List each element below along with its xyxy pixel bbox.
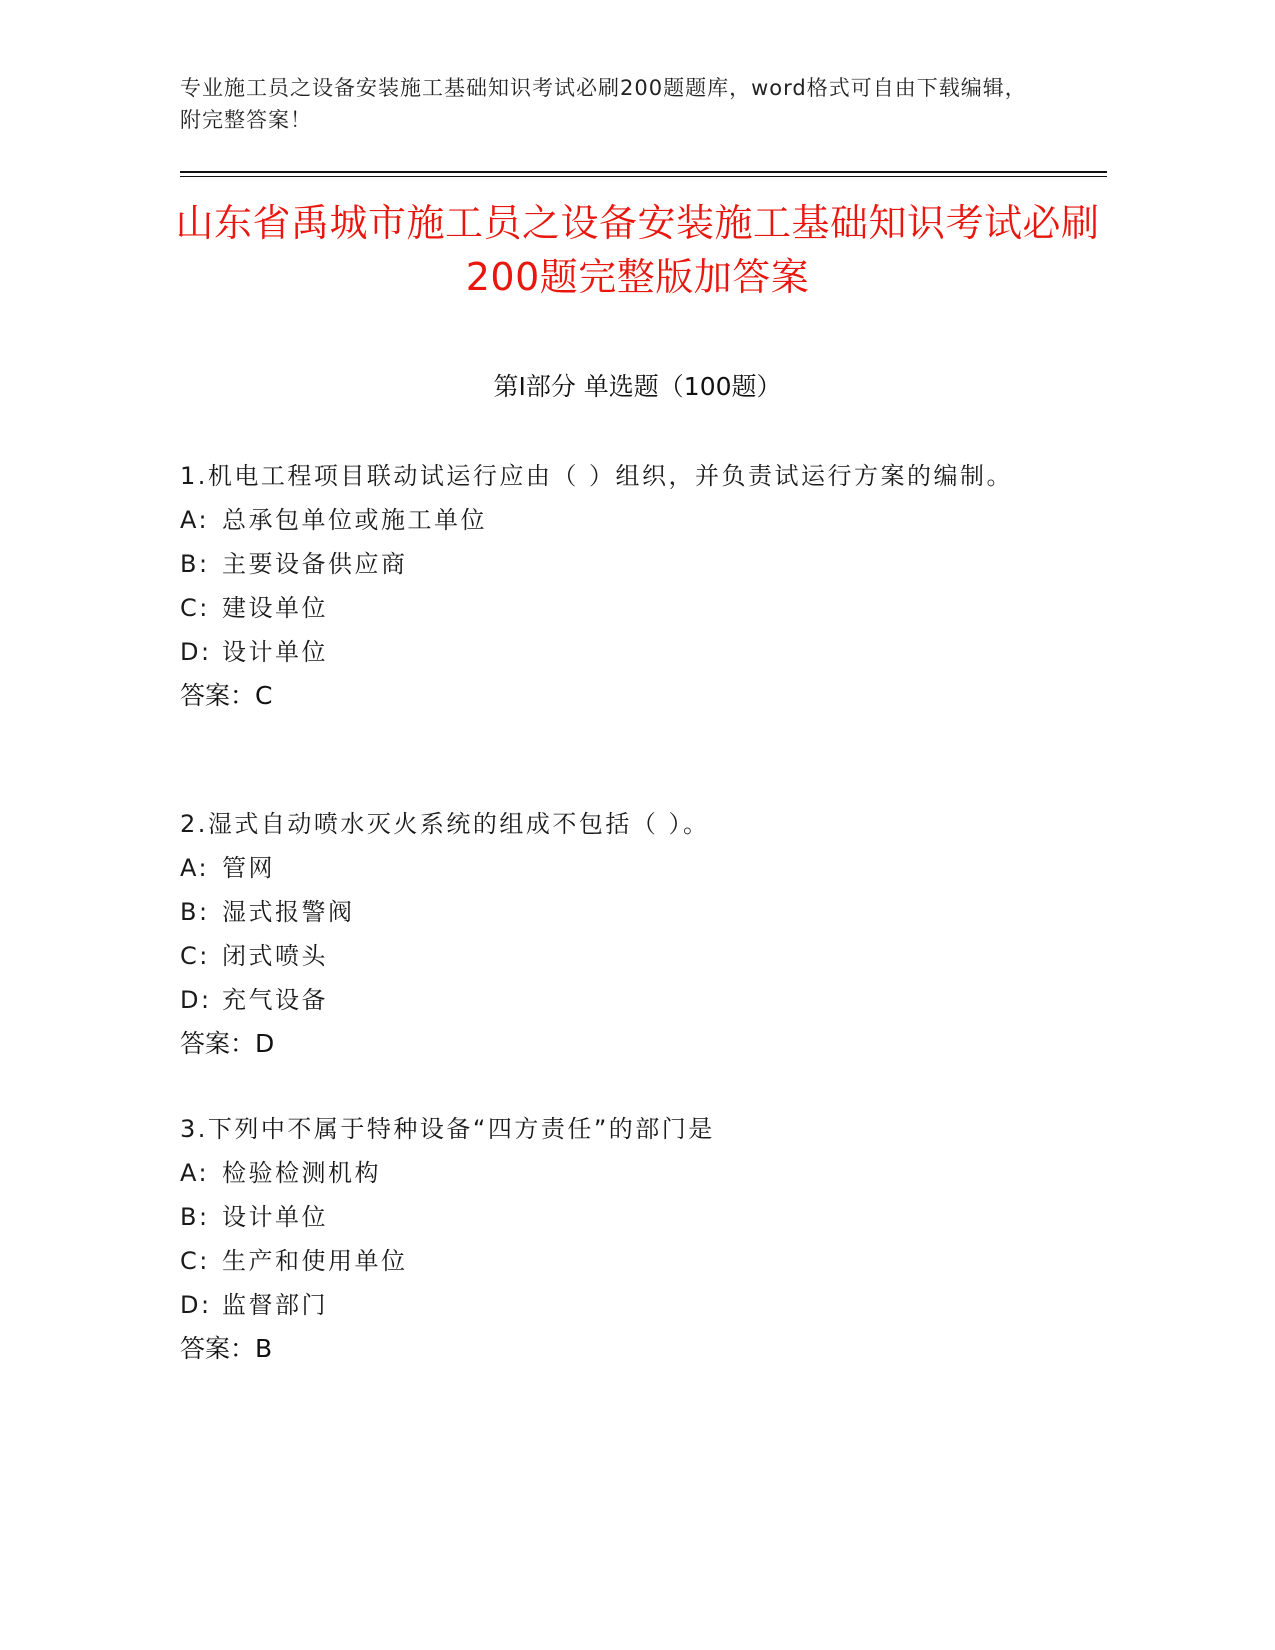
option-key: D:	[180, 638, 212, 666]
section-title: 第Ⅰ部分 单选题（100题）	[493, 372, 782, 401]
option-key: A:	[180, 1159, 210, 1187]
option-a	[180, 846, 1060, 890]
question-block	[180, 1107, 1060, 1371]
question-stem: 2.湿式自动喷水灭火系统的组成不包括（ ）。	[180, 810, 710, 838]
option-a	[180, 1151, 1060, 1195]
option-a	[180, 498, 1060, 542]
answer-line: 答案：C	[180, 681, 273, 710]
option-text: 主要设备供应商	[222, 550, 408, 578]
option-text: 检验检测机构	[222, 1159, 381, 1187]
question-block	[180, 802, 1060, 1066]
option-key: B:	[180, 898, 210, 926]
option-text: 湿式报警阀	[222, 898, 355, 926]
option-text: 设计单位	[222, 638, 328, 666]
option-d	[180, 630, 1060, 674]
option-text: 生产和使用单位	[222, 1247, 408, 1275]
question-stem: 1.机电工程项目联动试运行应由（ ）组织，并负责试运行方案的编制。	[180, 462, 1014, 490]
option-key: A:	[180, 506, 210, 534]
option-b	[180, 890, 1060, 934]
question-stem: 3.下列中不属于特种设备“四方责任”的部门是	[180, 1115, 715, 1143]
answer-line: 答案：D	[180, 1029, 275, 1058]
header-note: 专业施工员之设备安装施工基础知识考试必刷200题题库，word格式可自由下载编辑，附完整答案！	[180, 76, 1027, 132]
option-b	[180, 1195, 1060, 1239]
option-key: B:	[180, 1203, 210, 1231]
option-key: C:	[180, 942, 210, 970]
option-c	[180, 1239, 1060, 1283]
option-key: C:	[180, 1247, 210, 1275]
document-title: 山东省禹城市施工员之设备安装施工基础知识考试必刷200题完整版加答案	[175, 201, 1100, 299]
option-c	[180, 934, 1060, 978]
option-key: D:	[180, 1291, 212, 1319]
option-key: B:	[180, 550, 210, 578]
option-key: C:	[180, 594, 210, 622]
option-b	[180, 542, 1060, 586]
option-key: A:	[180, 854, 210, 882]
answer-line: 答案：B	[180, 1334, 273, 1363]
option-text: 总承包单位或施工单位	[222, 506, 487, 534]
option-text: 建设单位	[222, 594, 328, 622]
header-rule-thin	[180, 176, 1107, 177]
option-c	[180, 586, 1060, 630]
header-rule-thick	[180, 171, 1107, 173]
option-text: 闭式喷头	[222, 942, 328, 970]
option-d	[180, 1283, 1060, 1327]
option-key: D:	[180, 986, 212, 1014]
option-text: 充气设备	[222, 986, 328, 1014]
option-text: 管网	[222, 854, 275, 882]
question-block	[180, 454, 1060, 718]
option-d	[180, 978, 1060, 1022]
option-text: 设计单位	[222, 1203, 328, 1231]
option-text: 监督部门	[222, 1291, 328, 1319]
